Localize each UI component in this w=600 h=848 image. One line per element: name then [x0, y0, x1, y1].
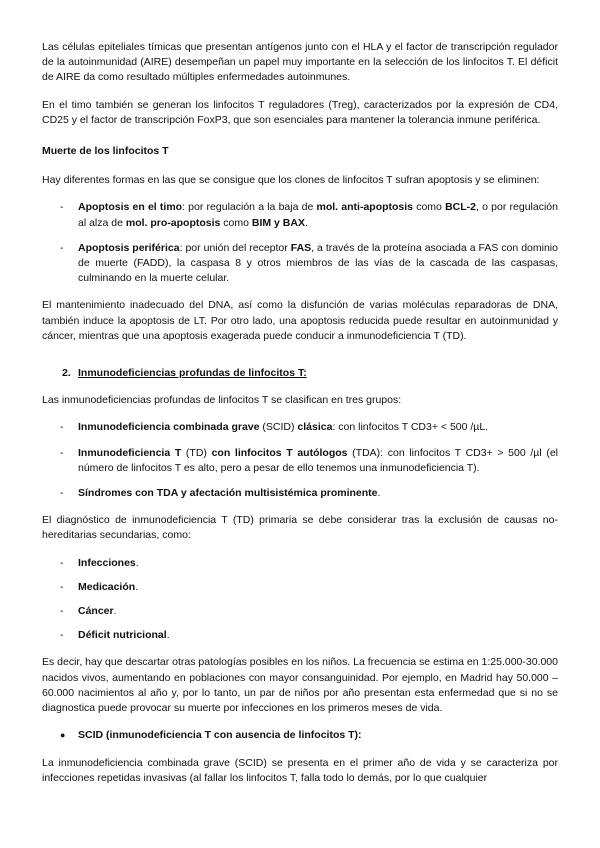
dash-marker: - — [60, 629, 64, 642]
dash-marker: - — [60, 580, 64, 593]
text: : por regulación a la baja de — [182, 201, 317, 214]
term: Inmunodeficiencia combinada grave — [78, 421, 260, 434]
text: . — [377, 487, 381, 500]
list-item — [42, 580, 558, 595]
term: Apoptosis periférica — [78, 241, 180, 254]
text: . — [166, 629, 170, 642]
bullet-marker: ● — [60, 730, 66, 741]
document-page — [42, 40, 558, 798]
text: . — [304, 216, 308, 229]
term: BCL-2 — [445, 201, 477, 214]
term: Cáncer — [78, 605, 114, 618]
text: (TDA): con linfocitos T CD3+ > 500 /µl (el número de linfocitos T es alto, pero a pesar de ello tenemos una inmunodeficiencia T). — [78, 446, 558, 474]
section-number: 2. — [62, 367, 71, 380]
paragraph-treg: En el timo también se generan los linfocitos T reguladores (Treg), caracterizados por la expresión de CD4, CD25 y el factor de transcripción FoxP3, que son esenciales para mantener la tolerancia inmune periférica. — [42, 98, 558, 126]
term: clásica — [297, 421, 333, 434]
paragraph-classification-intro: Las inmunodeficiencias profundas de linfocitos T se clasifican en tres grupos: — [42, 394, 402, 407]
term: mol. pro-apoptosis — [125, 216, 221, 229]
list-item — [42, 628, 558, 643]
dash-marker: - — [60, 487, 64, 500]
list-item — [42, 200, 558, 230]
list-item — [42, 446, 558, 476]
immunodeficiency-groups-list — [42, 420, 558, 501]
dash-marker: - — [60, 605, 64, 618]
paragraph-dna-maintenance: El mantenimiento inadecuado del DNA, así como la disfunción de varias moléculas reparadoras de DNA, también induce la apoptosis de LT. Por otro lado, una apoptosis reducida puede resultar en autoinmunidad y cáncer, mientras que una apoptosis exagerada puede conducir a inmunodeficiencia T (TD). — [42, 299, 558, 342]
text: como — [220, 216, 252, 229]
paragraph-apoptosis-intro: Hay diferentes formas en las que se consigue que los clones de linfocitos T sufran apoptosis y se eliminen: — [42, 174, 540, 187]
paragraph-frequency: Es decir, hay que descartar otras patologías posibles en los niños. La frecuencia se estima en 1:25.000-30.000 nacidos vivos, aumentando en poblaciones con mayor consanguinidad. Por ejemplo, en Madrid hay 50.000 – 60.000 nacimientos al año y, por lo tanto, un par de niños por año presentan esta enfermedad que si no se diagnostica puede provocar su muerte por infecciones en los primeros meses de vida. — [42, 656, 558, 715]
text: . — [135, 580, 139, 593]
text: , a través de la proteína asociada a FAS con dominio de muerte (FADD), la caspasa 8 y otros miembros de las vías de la cascada de las caspasas, culminando en la muerte celular. — [78, 241, 558, 285]
secondary-causes-list — [42, 556, 558, 644]
paragraph-diagnosis: El diagnóstico de inmunodeficiencia T (TD) primaria se debe considerar tras la exclusión de causas no-hereditarias secundarias, como: — [42, 514, 558, 542]
term: con linfocitos T autólogos — [211, 446, 348, 459]
scid-heading — [42, 728, 558, 743]
dash-marker: - — [60, 421, 64, 434]
dash-marker: - — [60, 241, 64, 254]
list-item — [42, 486, 558, 501]
dash-marker: - — [60, 446, 64, 459]
list-item — [42, 604, 558, 619]
term: Infecciones — [78, 556, 136, 569]
term: FAS — [290, 241, 312, 254]
term: BIM y BAX — [251, 216, 305, 229]
dash-marker: - — [60, 201, 64, 214]
text: : por unión del receptor — [179, 241, 291, 254]
text: . — [113, 605, 117, 618]
list-item — [42, 241, 558, 287]
paragraph-scid: La inmunodeficiencia combinada grave (SCID) se presenta en el primer año de vida y se caracteriza por infecciones repetidas invasivas (al fallar los linfocitos T, falla todo lo demás, por lo que cualquier — [42, 756, 558, 784]
term: Síndromes con TDA y afectación multisistémica prominente — [78, 487, 378, 500]
list-item — [42, 420, 558, 435]
term: Déficit nutricional — [78, 629, 167, 642]
term: Apoptosis en el timo — [78, 201, 183, 214]
section-heading-profound-immunodeficiencies — [62, 366, 558, 381]
apoptosis-list — [42, 200, 558, 286]
heading-death-lymphocytes: Muerte de los linfocitos T — [42, 145, 169, 158]
term: mol. anti-apoptosis — [316, 201, 414, 214]
text: , o por regulación al alza de — [78, 201, 558, 229]
text: . — [135, 556, 139, 569]
term: Inmunodeficiencia T — [78, 446, 182, 459]
term: Medicación — [78, 580, 136, 593]
section-title: Inmunodeficiencias profundas de linfocitos T: — [78, 367, 307, 380]
list-item — [42, 556, 558, 571]
text: (SCID) — [259, 421, 298, 434]
scid-heading-text: SCID (inmunodeficiencia T con ausencia de linfocitos T): — [78, 729, 362, 742]
paragraph-aire: Las células epiteliales tímicas que presentan antígenos junto con el HLA y el factor de transcripción regulador de la autoinmunidad (AIRE) desempeñan un papel muy importante en la selección de los linfocitos T. El déficit de AIRE da como resultado múltiples enfermedades autoinmunes. — [42, 41, 558, 84]
dash-marker: - — [60, 556, 64, 569]
text: : con linfocitos T CD3+ < 500 /µL. — [332, 421, 489, 434]
text: como — [413, 201, 446, 214]
text: (TD) — [181, 446, 212, 459]
